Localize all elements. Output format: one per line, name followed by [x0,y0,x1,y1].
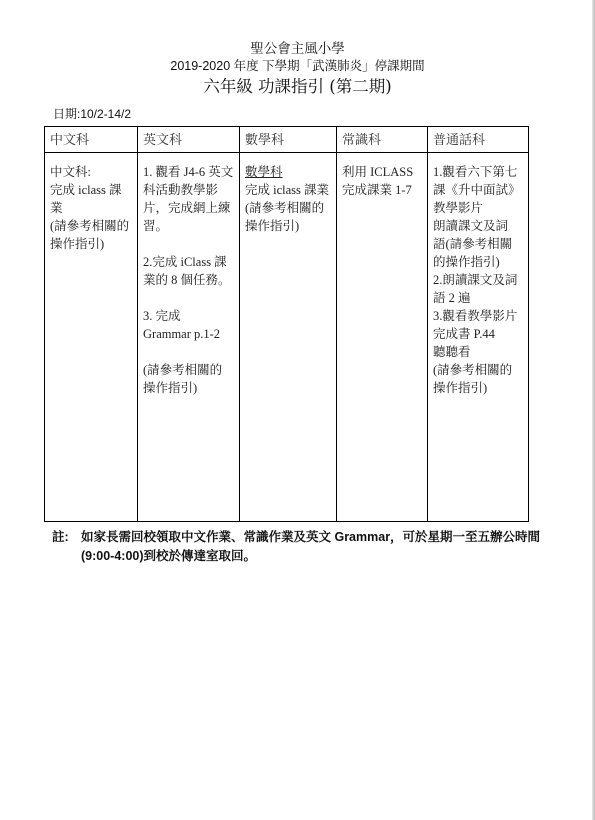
homework-table [44,126,529,522]
school-name: 聖公會主風小學 [250,41,345,57]
header-math: 數學科 [240,127,337,153]
table-row [45,153,529,522]
header-general-studies: 常識科 [337,127,428,153]
cell-english [138,153,240,522]
page-title: 六年級 功課指引 (第二期) [203,77,392,96]
chinese-instructions: 中文科: 完成 iclass 課業 (請參考相關的操作指引) [50,165,130,251]
cell-chinese [45,153,138,522]
math-heading: 數學科 [245,165,283,179]
term-line: 2019-2020 年度 下學期「武漢肺炎」停課期間 [170,59,425,73]
footnote [52,528,542,566]
header-chinese: 中文科 [45,127,138,153]
footnote-text: 如家長需回校領取中文作業、常識作業及英文 Grammar，可於星期一至五辦公時間(9:00-4:00)到校於傳達室取回。 [81,530,541,563]
cell-general-studies [337,153,428,522]
cell-math [240,153,337,522]
footnote-label: 註: [52,530,69,544]
document-header [0,40,595,98]
header-english: 英文科 [138,127,240,153]
putonghua-instructions: 1.觀看六下第七課《升中面試》教學影片 朗讀課文及詞 語(請參考相關的操作指引) 2.朗讀課文及詞語 2 遍 3.觀看教學影片 完成書 P.44 聽聽看 (請參考相關的 操作指引) [433,165,521,395]
english-instructions: 1. 觀看 J4-6 英文科活動教學影片，完成網上練習。 2.完成 iClass 課業的 8 個任務。 3. 完成 Grammar p.1-2 (請參考相關的操作指引) [143,165,234,395]
date-range: 日期:10/2-14/2 [53,107,132,121]
table-header-row [45,127,529,153]
math-instructions: 完成 iclass 課業 (請參考相關的操作指引) [245,183,330,233]
header-putonghua: 普通話科 [428,127,529,153]
cell-putonghua [428,153,529,522]
general-studies-instructions: 利用 ICLASS 完成課業 1-7 [342,165,414,197]
